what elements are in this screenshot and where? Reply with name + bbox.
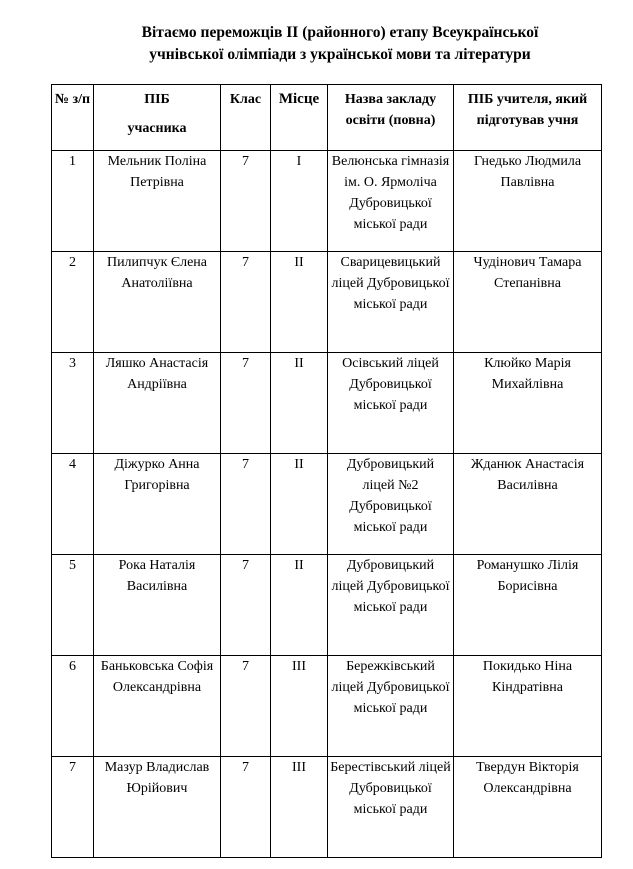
cell-school: Дубровицький ліцей Дубровицької міської ради [328,555,454,656]
table-row [52,757,602,858]
cell-grade: 7 [221,757,271,858]
cell-place: І [271,151,328,252]
table-header-row [52,85,602,151]
cell-school: Сварицевицький ліцей Дубровицької міської ради [328,252,454,353]
table-row [52,454,602,555]
cell-name: Ляшко Анастасія Андріївна [94,353,221,454]
title-line-2: учнівської олімпіади з української мови та літератури [149,46,531,63]
cell-teacher: Клюйко Марія Михайлівна [454,353,602,454]
cell-teacher: Твердун Вікторія Олександрівна [454,757,602,858]
cell-name: Баньковська Софія Олександрівна [94,656,221,757]
table-row [52,151,602,252]
cell-grade: 7 [221,656,271,757]
cell-teacher: Жданюк Анастасія Василівна [454,454,602,555]
cell-teacher: Романушко Лілія Борисівна [454,555,602,656]
cell-place: ІІ [271,353,328,454]
cell-num: 7 [52,757,94,858]
cell-grade: 7 [221,555,271,656]
cell-school: Дубровицький ліцей №2 Дубровицької міської ради [328,454,454,555]
cell-grade: 7 [221,353,271,454]
cell-place: ІІІ [271,757,328,858]
header-place: Місце [271,85,328,151]
cell-name: Мазур Владислав Юрійович [94,757,221,858]
cell-teacher: Покидько Ніна Кіндратівна [454,656,602,757]
cell-name: Пилипчук Єлена Анатоліївна [94,252,221,353]
header-school: Назва закладу освіти (повна) [328,85,454,151]
cell-teacher: Гнедько Людмила Павлівна [454,151,602,252]
header-num: № з/п [52,85,94,151]
cell-place: ІІ [271,454,328,555]
cell-grade: 7 [221,454,271,555]
cell-grade: 7 [221,252,271,353]
cell-name: Мельник Поліна Петрівна [94,151,221,252]
cell-num: 5 [52,555,94,656]
table-row [52,252,602,353]
cell-school: Осівський ліцей Дубровицької міської ради [328,353,454,454]
header-grade: Клас [221,85,271,151]
cell-place: ІІІ [271,656,328,757]
title-line-1: Вітаємо переможців ІІ (районного) етапу Всеукраїнської [141,24,539,41]
cell-place: ІІ [271,252,328,353]
header-pib-line1: ПІБ [144,92,170,107]
header-pib-line2: учасника [127,121,187,136]
cell-name: Діжурко Анна Григорівна [94,454,221,555]
cell-place: ІІ [271,555,328,656]
cell-school: Велюнська гімназія ім. О. Ярмоліча Дубровицької міської ради [328,151,454,252]
cell-school: Бережківський ліцей Дубровицької міської ради [328,656,454,757]
cell-num: 6 [52,656,94,757]
cell-num: 2 [52,252,94,353]
cell-num: 1 [52,151,94,252]
cell-num: 4 [52,454,94,555]
cell-school: Берестівський ліцей Дубровицької міської ради [328,757,454,858]
table-row [52,353,602,454]
page-title [60,22,620,66]
table-row [52,555,602,656]
header-teacher: ПІБ учителя, який підготував учня [454,85,602,151]
header-pib [94,85,221,151]
cell-teacher: Чудінович Тамара Степанівна [454,252,602,353]
cell-name: Рока Наталія Василівна [94,555,221,656]
cell-grade: 7 [221,151,271,252]
cell-num: 3 [52,353,94,454]
table-row [52,656,602,757]
winners-table [51,84,602,858]
